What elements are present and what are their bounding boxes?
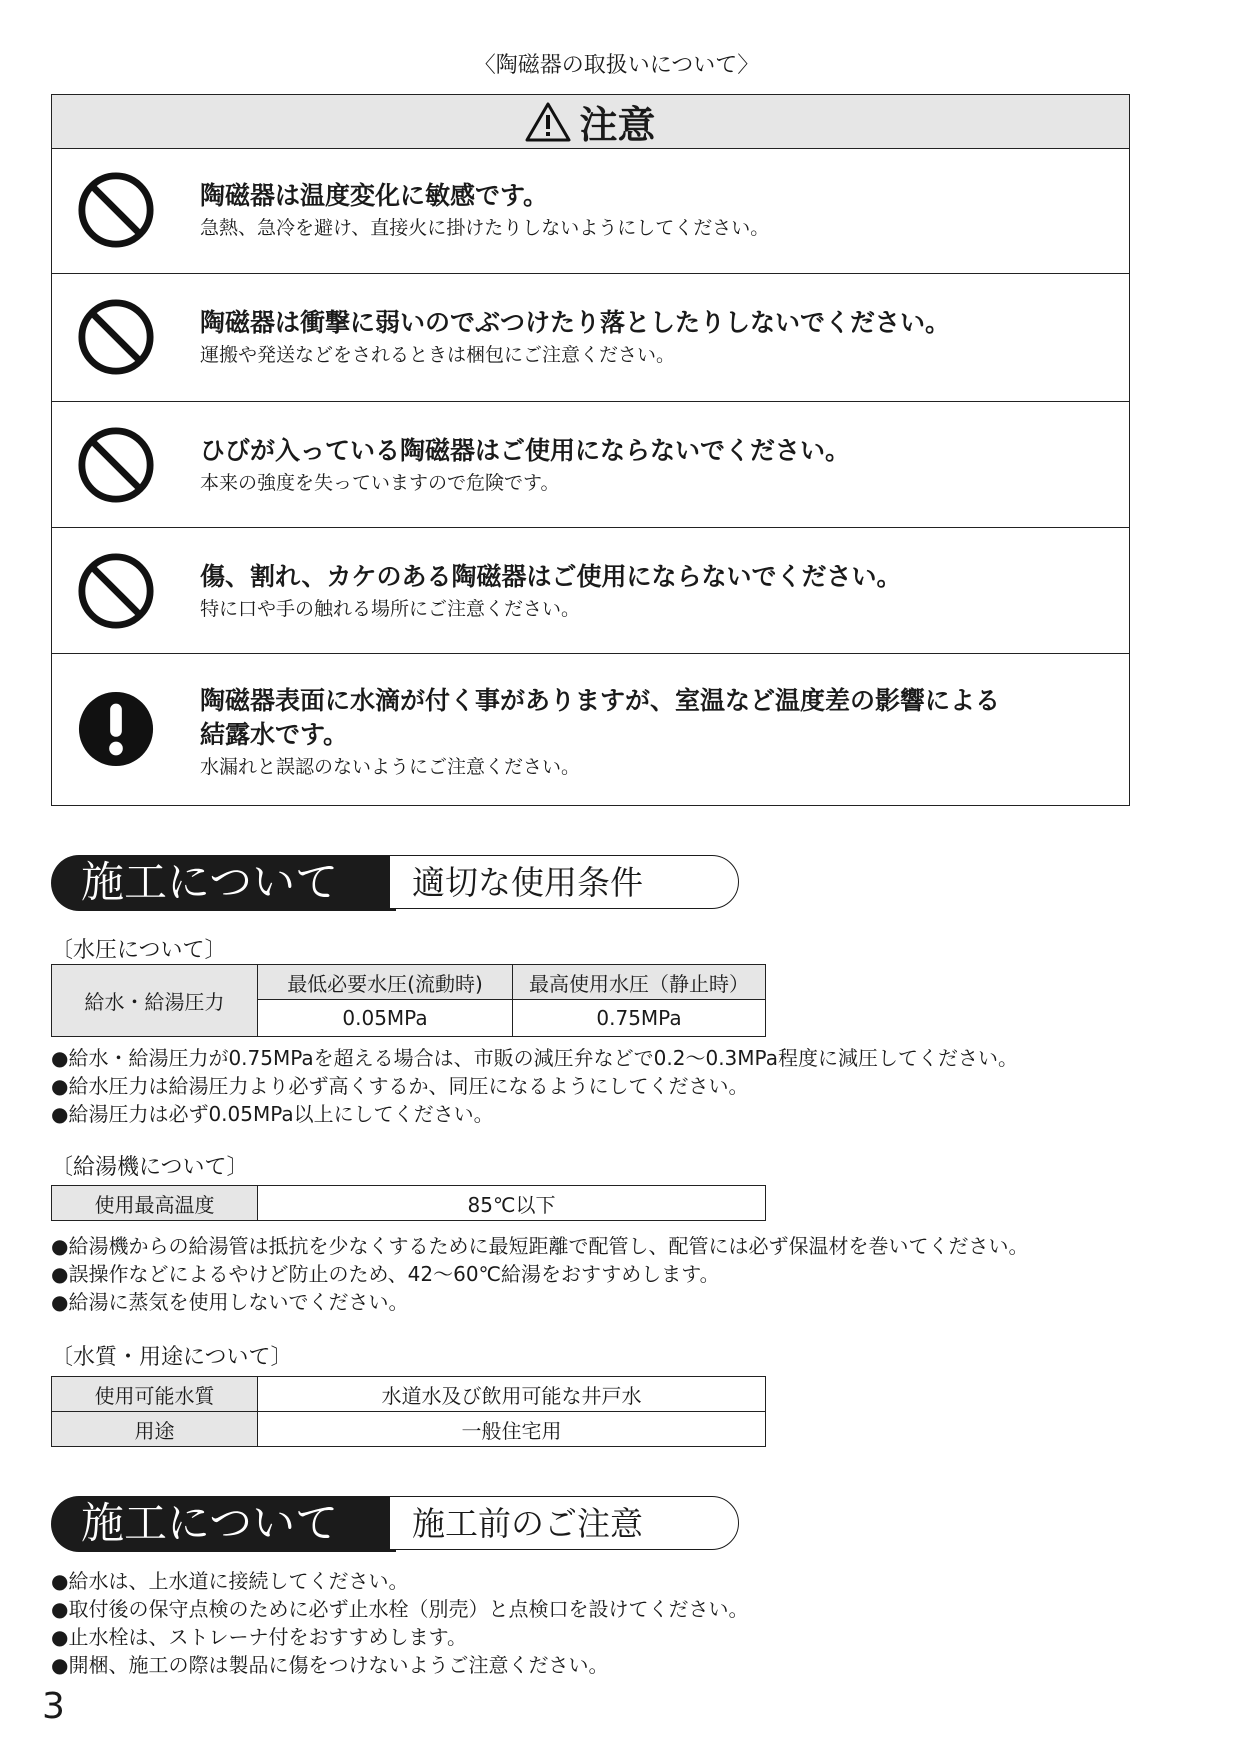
note-item: ● 誤操作などによるやけど防止のため、42～60℃給湯をおすすめします。 [51,1260,1028,1288]
caution-item [52,274,1129,402]
banner-sub-label: 施工前のご注意 [389,1496,739,1550]
water-pressure-heading: 〔水圧について〕 [51,938,227,963]
prohibition-icon [77,552,155,630]
caution-sub-text: 特に口や手の触れる場所にご注意ください。 [200,598,581,620]
water-heater-notes [51,1232,1028,1316]
caution-sub-text: 本来の強度を失っていますので危険です。 [200,472,560,494]
caution-main-text: ひびが入っている陶磁器はご使用にならないでください。 [200,436,851,465]
note-item: ● 給湯圧力は必ず0.05MPa以上にしてください。 [51,1100,1018,1128]
table-cell: 0.75MPa [513,1000,766,1037]
exclamation-icon [77,690,155,768]
caution-sub-text: 水漏れと誤認のないようにご注意ください。 [200,756,581,778]
caution-item [52,654,1129,804]
note-item: ● 給水・給湯圧力が0.75MPaを超える場合は、市販の減圧弁などで0.2～0.3MPa程度に減圧してください。 [51,1044,1018,1072]
water-quality-heading: 〔水質・用途について〕 [51,1345,293,1370]
table-cell: 水道水及び飲用可能な井戸水 [258,1377,766,1412]
caution-main-text-continued: 結露水です。 [200,720,349,749]
caution-item [52,528,1129,654]
table-row-label: 用途 [52,1412,258,1447]
banner-main-label: 施工について [51,855,396,911]
water-pressure-notes [51,1044,1018,1128]
caution-main-text: 陶磁器は温度変化に敏感です。 [200,181,549,210]
table-cell: 一般住宅用 [258,1412,766,1447]
caution-item [52,402,1129,528]
table-row-label: 使用最高温度 [52,1186,258,1221]
note-item: ● 給湯に蒸気を使用しないでください。 [51,1288,1028,1316]
warning-triangle-icon [525,101,571,143]
section-banner-conditions [51,855,751,911]
caution-item [52,149,1129,274]
note-item: ● 給水は、上水道に接続してください。 [51,1567,748,1595]
note-item: ● 給水圧力は給湯圧力より必ず高くするか、同圧になるようにしてください。 [51,1072,1018,1100]
caution-main-text: 陶磁器表面に水滴が付く事がありますが、室温など温度差の影響による [200,686,1001,715]
prohibition-icon [77,298,155,376]
prohibition-icon [77,171,155,249]
precaution-notes [51,1567,748,1679]
note-item: ● 止水栓は、ストレーナ付をおすすめします。 [51,1623,748,1651]
page-heading: 〈陶磁器の取扱いについて〉 [473,53,760,78]
table-column-header: 最高使用水圧（静止時） [513,965,766,1000]
prohibition-icon [77,426,155,504]
caution-title: 注意 [579,103,656,147]
table-column-header: 最低必要水圧(流動時) [258,965,513,1000]
page-number: 3 [42,1686,65,1727]
water-pressure-table [51,964,766,1037]
water-heater-table [51,1185,766,1221]
caution-main-text: 陶磁器は衝撃に弱いのでぶつけたり落としたりしないでください。 [200,308,951,337]
banner-main-label: 施工について [51,1496,396,1552]
table-cell: 85℃以下 [258,1186,766,1221]
note-item: ● 取付後の保守点検のために必ず止水栓（別売）と点検口を設けてください。 [51,1595,748,1623]
note-item: ● 給湯機からの給湯管は抵抗を少なくするために最短距離で配管し、配管には必ず保温材を巻いてください。 [51,1232,1028,1260]
table-row-label: 使用可能水質 [52,1377,258,1412]
caution-main-text: 傷、割れ、カケのある陶磁器はご使用にならないでください。 [200,562,902,591]
note-item: ● 開梱、施工の際は製品に傷をつけないようご注意ください。 [51,1651,748,1679]
section-banner-precautions [51,1496,751,1552]
banner-sub-label: 適切な使用条件 [389,855,739,909]
water-heater-heading: 〔給湯機について〕 [51,1155,249,1180]
caution-box [51,94,1130,806]
caution-sub-text: 急熱、急冷を避け、直接火に掛けたりしないようにしてください。 [200,217,770,239]
table-row-label: 給水・給湯圧力 [52,965,258,1037]
water-quality-table [51,1376,766,1447]
caution-sub-text: 運搬や発送などをされるときは梱包にご注意ください。 [200,344,676,366]
table-cell: 0.05MPa [258,1000,513,1037]
caution-header [52,95,1129,149]
